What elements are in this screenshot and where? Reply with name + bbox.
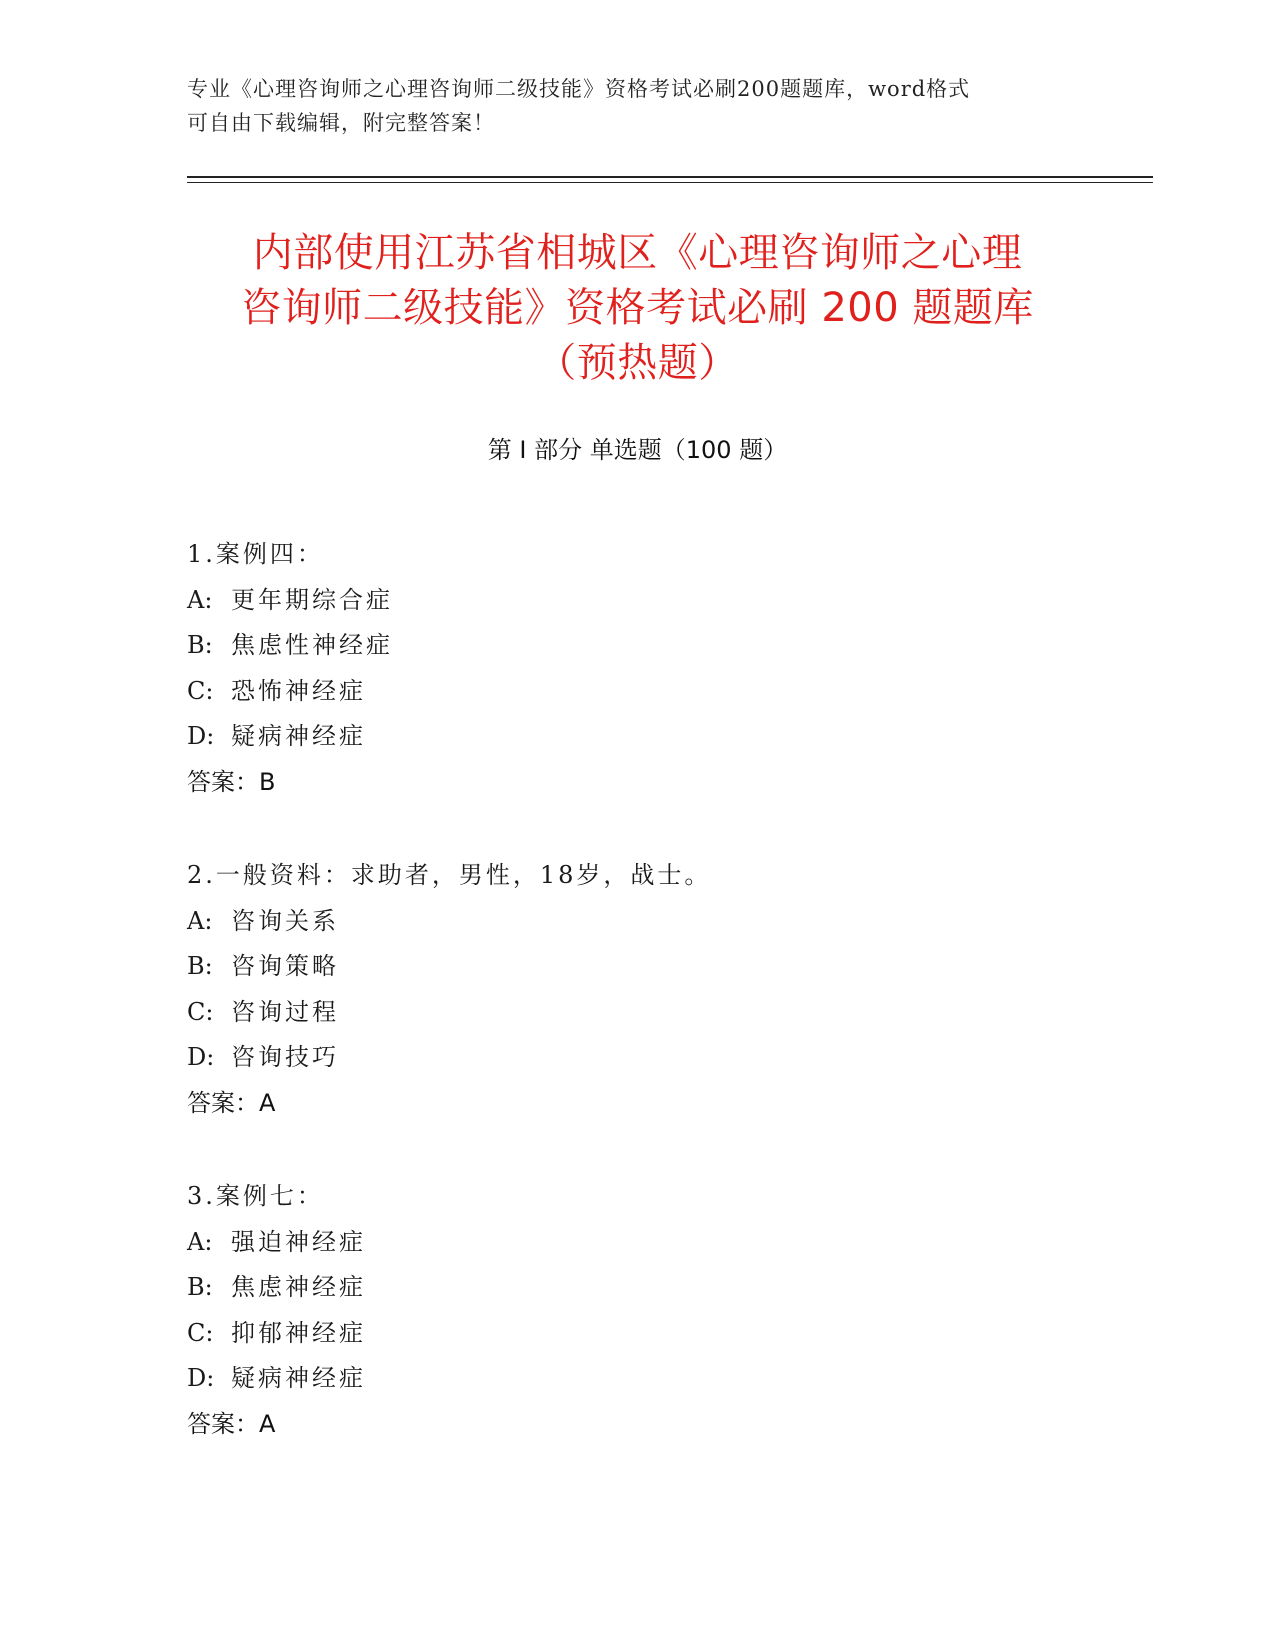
option-text: 抑郁神经症 (231, 1318, 366, 1347)
question-stem: 3.案例七： (187, 1182, 324, 1210)
question-3 (187, 1174, 1087, 1447)
question-2 (187, 853, 1087, 1126)
document-title-line-2: 咨询师二级技能》资格考试必刷 200 题题库 (241, 285, 1034, 331)
option-text: 咨询过程 (231, 997, 339, 1026)
option-b (187, 623, 1087, 669)
header-divider-thick (187, 176, 1153, 178)
question-list (187, 532, 1087, 1495)
option-c (187, 990, 1087, 1036)
option-letter: B: (187, 1273, 213, 1301)
option-text: 更年期综合症 (231, 585, 393, 614)
document-title-line-1: 内部使用江苏省相城区《心理咨询师之心理 (252, 230, 1023, 276)
header-note (187, 72, 1067, 140)
option-letter: B: (187, 631, 213, 659)
option-text: 咨询关系 (231, 906, 339, 935)
option-text: 咨询策略 (231, 952, 339, 980)
document-title-line-3: （预热题） (536, 340, 739, 386)
option-letter: D: (187, 1043, 215, 1071)
option-letter: D: (187, 722, 215, 750)
option-b (187, 1265, 1087, 1311)
option-a (187, 899, 1087, 945)
option-d (187, 714, 1087, 760)
option-letter: D: (187, 1364, 215, 1392)
answer: 答案：B (187, 767, 276, 796)
option-text: 咨询技巧 (231, 1043, 339, 1071)
option-text: 强迫神经症 (231, 1227, 366, 1256)
option-d (187, 1356, 1087, 1402)
option-c (187, 669, 1087, 715)
option-text: 恐怖神经症 (231, 676, 366, 705)
option-letter: C: (187, 1318, 214, 1347)
question-1 (187, 532, 1087, 805)
question-stem: 2.一般资料：求助者，男性，18岁，战士。 (187, 861, 712, 889)
answer: 答案：A (187, 1409, 276, 1438)
answer: 答案：A (187, 1088, 276, 1117)
option-c (187, 1311, 1087, 1357)
header-note-line-1: 专业《心理咨询师之心理咨询师二级技能》资格考试必刷200题题库，word格式 (187, 77, 971, 101)
question-stem: 1.案例四： (187, 540, 324, 568)
option-a (187, 578, 1087, 624)
option-text: 焦虑神经症 (231, 1273, 366, 1301)
option-b (187, 944, 1087, 990)
header-note-line-2: 可自由下载编辑，附完整答案！ (187, 111, 495, 135)
option-text: 疑病神经症 (231, 1364, 366, 1392)
option-d (187, 1035, 1087, 1081)
option-a (187, 1220, 1087, 1266)
header-divider-thin (187, 182, 1153, 183)
option-letter: C: (187, 676, 214, 705)
option-text: 焦虑性神经症 (231, 631, 393, 659)
option-letter: A: (187, 906, 213, 935)
option-letter: A: (187, 585, 213, 614)
option-letter: C: (187, 997, 214, 1026)
option-letter: A: (187, 1227, 213, 1256)
section-heading: 第 I 部分 单选题（100 题） (487, 436, 788, 464)
document-title (180, 226, 1095, 391)
option-letter: B: (187, 952, 213, 980)
option-text: 疑病神经症 (231, 722, 366, 750)
